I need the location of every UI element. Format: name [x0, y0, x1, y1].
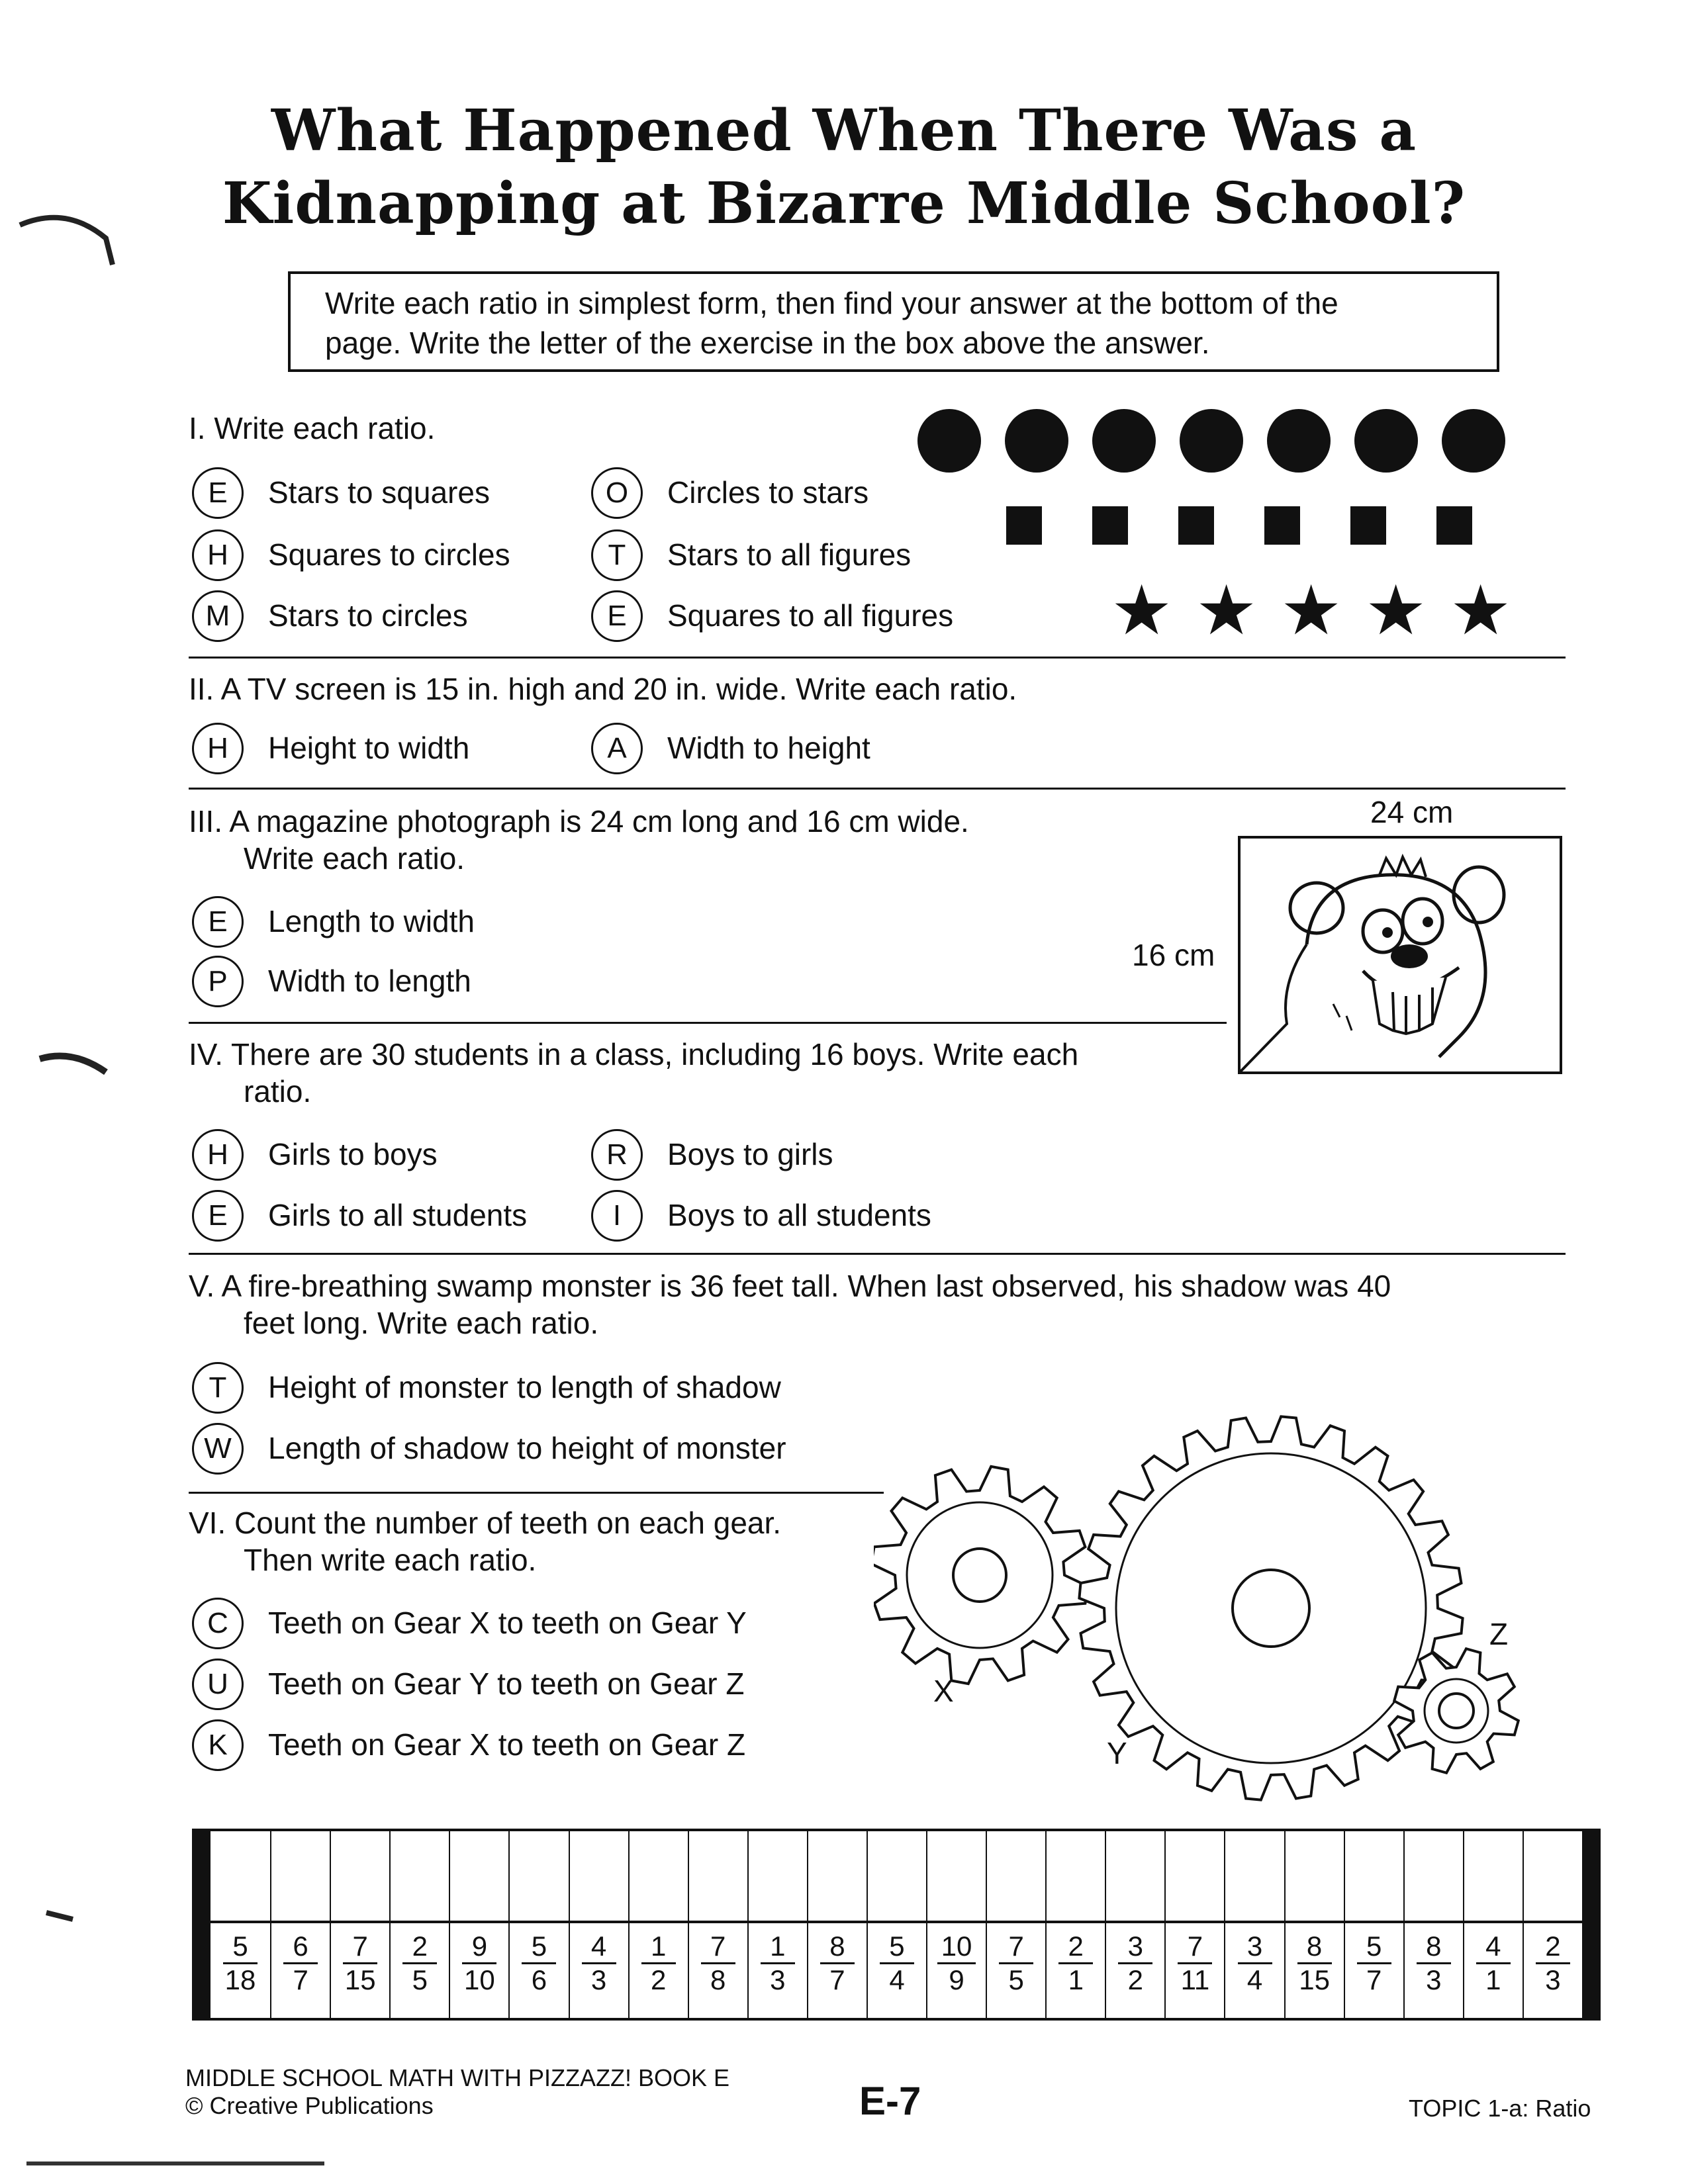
filled-circle-figure	[1442, 409, 1505, 473]
answer-fraction	[927, 1931, 986, 1996]
divider-5	[189, 1492, 884, 1494]
exercise-1O-text: Circles to stars	[667, 475, 869, 510]
fraction-numerator: 10	[937, 1931, 976, 1964]
answer-column	[270, 1831, 330, 2018]
answer-letter-box[interactable]	[630, 1831, 688, 1923]
fraction-denominator: 7	[1366, 1964, 1382, 1995]
answer-column	[211, 1831, 270, 2018]
filled-circle-figure	[1092, 409, 1156, 473]
gear-x-label: X	[933, 1674, 954, 1708]
answer-column	[1045, 1831, 1105, 2018]
answer-letter-box[interactable]	[868, 1831, 926, 1923]
section-4-heading-line-2: ratio.	[244, 1074, 312, 1109]
fraction-numerator: 5	[522, 1931, 556, 1964]
answer-fraction	[1106, 1931, 1164, 1996]
fraction-denominator: 7	[829, 1964, 845, 1995]
answer-fraction	[1345, 1931, 1403, 1996]
instructions-line-1: Write each ratio in simplest form, then find your answer at the bottom of the	[325, 286, 1338, 320]
answer-letter-box[interactable]	[1106, 1831, 1164, 1923]
answer-column	[747, 1831, 807, 2018]
answer-letter-box[interactable]	[1405, 1831, 1463, 1923]
filled-square-figure	[1264, 506, 1300, 545]
answer-column	[926, 1831, 986, 2018]
answer-column	[569, 1831, 628, 2018]
answer-fraction	[630, 1931, 688, 1996]
exercise-3E-text: Length to width	[268, 904, 475, 938]
letter-circle-1E2: E	[591, 590, 643, 642]
filled-circle-figure	[1180, 409, 1243, 473]
gear-x-hub	[953, 1549, 1006, 1602]
letter-circle-1O: O	[591, 467, 643, 519]
exercise-1E-text: Stars to squares	[268, 475, 490, 510]
section-6-heading-line-1: VI. Count the number of teeth on each gear.	[189, 1506, 782, 1540]
letter-circle-6K: K	[192, 1719, 244, 1771]
fraction-denominator: 4	[889, 1964, 905, 1995]
answer-letter-box[interactable]	[1524, 1831, 1582, 1923]
page-title-line-2: Kidnapping at Bizarre Middle School?	[222, 170, 1466, 237]
fraction-denominator: 6	[531, 1964, 547, 1995]
photo-width-label: 16 cm	[1132, 938, 1215, 972]
fraction-denominator: 15	[1299, 1964, 1330, 1995]
fraction-denominator: 5	[412, 1964, 428, 1995]
exercise-1T-text: Stars to all figures	[667, 537, 912, 572]
exercise-5W-text: Length of shadow to height of monster	[268, 1431, 786, 1465]
fraction-denominator: 7	[293, 1964, 308, 1995]
fraction-numerator: 5	[880, 1931, 914, 1964]
fraction-numerator: 7	[999, 1931, 1033, 1964]
answer-letter-box[interactable]	[1286, 1831, 1344, 1923]
fraction-denominator: 5	[1008, 1964, 1024, 1995]
fraction-denominator: 18	[224, 1964, 256, 1995]
fraction-denominator: 8	[710, 1964, 726, 1995]
photograph-frame	[1238, 836, 1562, 1074]
answer-column	[1344, 1831, 1403, 2018]
scan-mark-middle	[33, 1046, 113, 1085]
letter-circle-3E: E	[192, 896, 244, 948]
exercise-1M-text: Stars to circles	[268, 598, 468, 633]
letter-circle-5T: T	[192, 1362, 244, 1414]
filled-square-figure	[1092, 506, 1128, 545]
divider-1	[189, 657, 1566, 659]
exercise-6K-text: Teeth on Gear X to teeth on Gear Z	[268, 1727, 746, 1762]
page-title-line-1: What Happened When There Was a	[271, 97, 1417, 164]
exercise-1H-text: Squares to circles	[268, 537, 510, 572]
exercise-6U-text: Teeth on Gear Y to teeth on Gear Z	[268, 1666, 745, 1701]
exercise-2A-text: Width to height	[667, 731, 870, 765]
fraction-numerator: 7	[1178, 1931, 1212, 1964]
fraction-numerator: 5	[223, 1931, 258, 1964]
fraction-denominator: 4	[1246, 1964, 1263, 1995]
fraction-denominator: 1	[1485, 1964, 1501, 1995]
answer-fraction	[868, 1931, 926, 1996]
exercise-4H-text: Girls to boys	[268, 1137, 438, 1171]
filled-square-figure	[1436, 506, 1472, 545]
answer-letter-box[interactable]	[808, 1831, 867, 1923]
scan-edge-line	[26, 2161, 324, 2165]
divider-3	[189, 1022, 1227, 1024]
answer-column	[508, 1831, 568, 2018]
fraction-numerator: 4	[582, 1931, 616, 1964]
fraction-numerator: 1	[761, 1931, 795, 1964]
answer-fraction	[1225, 1931, 1284, 1996]
section-2-heading: II. A TV screen is 15 in. high and 20 in. wide. Write each ratio.	[189, 672, 1017, 706]
answer-fraction	[570, 1931, 628, 1996]
answer-fraction	[808, 1931, 867, 1996]
letter-circle-4R: R	[591, 1129, 643, 1181]
fraction-denominator: 11	[1180, 1964, 1210, 1995]
answer-column	[628, 1831, 688, 2018]
answer-column	[807, 1831, 867, 2018]
letter-circle-3P: P	[192, 956, 244, 1007]
star-figure: ★	[1365, 570, 1427, 651]
fraction-numerator: 1	[641, 1931, 676, 1964]
answer-letter-box[interactable]	[570, 1831, 628, 1923]
letter-circle-1T: T	[591, 529, 643, 581]
exercise-4R-text: Boys to girls	[667, 1137, 833, 1171]
footer-topic: TOPIC 1-a: Ratio	[1409, 2095, 1591, 2122]
fraction-numerator: 3	[1238, 1931, 1272, 1964]
fraction-numerator: 7	[701, 1931, 735, 1964]
fraction-numerator: 9	[462, 1931, 496, 1964]
answer-fraction	[749, 1931, 807, 1996]
divider-2	[189, 788, 1566, 790]
fraction-denominator: 3	[1545, 1964, 1561, 1995]
section-3-heading-line-1: III. A magazine photograph is 24 cm long and 16 cm wide.	[189, 804, 969, 839]
fraction-numerator: 8	[820, 1931, 855, 1964]
star-figure: ★	[1280, 570, 1342, 651]
fraction-numerator: 7	[343, 1931, 377, 1964]
exercise-6C-text: Teeth on Gear X to teeth on Gear Y	[268, 1606, 747, 1640]
answer-fraction	[987, 1931, 1045, 1996]
filled-circle-figure	[1005, 409, 1068, 473]
exercise-4E-text: Girls to all students	[268, 1198, 528, 1232]
answer-letter-box[interactable]	[1464, 1831, 1523, 1923]
cartoon-face-illustration	[1241, 839, 1560, 1071]
answer-letter-box[interactable]	[1166, 1831, 1224, 1923]
answer-fraction	[1166, 1931, 1224, 1996]
letter-circle-1H: H	[192, 529, 244, 581]
fraction-numerator: 5	[1357, 1931, 1391, 1964]
answer-column	[986, 1831, 1045, 2018]
answer-column	[389, 1831, 449, 2018]
filled-circle-figure	[1354, 409, 1418, 473]
footer-copyright: © Creative Publications	[185, 2092, 434, 2119]
letter-circle-2H: H	[192, 723, 244, 774]
filled-circle-figure	[917, 409, 981, 473]
answer-column	[1463, 1831, 1523, 2018]
answer-fraction	[331, 1931, 389, 1996]
filled-square-figure	[1178, 506, 1214, 545]
fraction-denominator: 1	[1068, 1964, 1084, 1995]
fraction-denominator: 15	[344, 1964, 376, 1995]
answer-letter-box[interactable]	[749, 1831, 807, 1923]
fraction-denominator: 10	[464, 1964, 495, 1995]
section-5-heading-line-1: V. A fire-breathing swamp monster is 36 feet tall. When last observed, his shadow was 40	[189, 1269, 1391, 1303]
fraction-denominator: 2	[650, 1964, 667, 1995]
gear-z-hub	[1439, 1694, 1474, 1728]
answer-fraction	[1286, 1931, 1344, 1996]
fraction-numerator: 2	[402, 1931, 437, 1964]
letter-circle-1E: E	[192, 467, 244, 519]
answer-fraction	[450, 1931, 508, 1996]
photo-length-label: 24 cm	[1370, 795, 1454, 829]
answer-letter-box[interactable]	[450, 1831, 508, 1923]
answer-fraction	[211, 1931, 270, 1996]
answer-column	[1105, 1831, 1164, 2018]
footer-page-number: E-7	[859, 2079, 921, 2123]
section-6-heading-line-2: Then write each ratio.	[244, 1543, 537, 1577]
answer-letter-box[interactable]	[211, 1831, 270, 1923]
answer-letter-box[interactable]	[689, 1831, 747, 1923]
section-4-heading-line-1: IV. There are 30 students in a class, including 16 boys. Write each	[189, 1037, 1079, 1071]
letter-circle-5W: W	[192, 1423, 244, 1475]
answer-fraction	[271, 1931, 330, 1996]
answer-fraction	[1405, 1931, 1463, 1996]
exercise-3P-text: Width to length	[268, 964, 471, 998]
answer-letter-box[interactable]	[1225, 1831, 1284, 1923]
answer-column	[867, 1831, 926, 2018]
star-figure: ★	[1111, 570, 1173, 651]
answer-fraction	[689, 1931, 747, 1996]
answer-column	[688, 1831, 747, 2018]
fraction-numerator: 8	[1417, 1931, 1451, 1964]
answer-fraction	[510, 1931, 568, 1996]
answer-column	[1284, 1831, 1344, 2018]
answer-letter-box[interactable]	[331, 1831, 389, 1923]
answer-letter-box[interactable]	[1345, 1831, 1403, 1923]
answer-fraction	[1047, 1931, 1105, 1996]
scan-mark-low	[40, 1899, 79, 1939]
instructions-box	[288, 271, 1499, 372]
section-5-heading-line-2: feet long. Write each ratio.	[244, 1306, 599, 1340]
answer-letter-box[interactable]	[927, 1831, 986, 1923]
gear-y-hub	[1233, 1570, 1309, 1647]
answer-column	[1164, 1831, 1224, 2018]
gear-z-label: Z	[1489, 1617, 1509, 1651]
gear-y-label: Y	[1107, 1736, 1127, 1770]
fraction-denominator: 3	[770, 1964, 786, 1995]
section-1-heading: I. Write each ratio.	[189, 411, 436, 445]
answer-letter-box[interactable]	[271, 1831, 330, 1923]
star-figure: ★	[1196, 570, 1258, 651]
letter-circle-6U: U	[192, 1659, 244, 1710]
fraction-numerator: 2	[1058, 1931, 1093, 1964]
fraction-numerator: 3	[1118, 1931, 1152, 1964]
letter-circle-4E: E	[192, 1190, 244, 1242]
fraction-denominator: 3	[590, 1964, 607, 1995]
fraction-denominator: 2	[1127, 1964, 1144, 1995]
answer-fraction	[391, 1931, 449, 1996]
fraction-numerator: 2	[1536, 1931, 1570, 1964]
answer-column	[1224, 1831, 1284, 2018]
star-figure: ★	[1450, 570, 1512, 651]
answer-fraction	[1464, 1931, 1523, 1996]
filled-square-figure	[1006, 506, 1042, 545]
answer-letter-box[interactable]	[391, 1831, 449, 1923]
exercise-5T-text: Height of monster to length of shadow	[268, 1370, 781, 1404]
gears-illustration	[874, 1410, 1562, 1807]
answer-column	[1403, 1831, 1463, 2018]
letter-circle-1M: M	[192, 590, 244, 642]
fraction-numerator: 8	[1297, 1931, 1332, 1964]
section-3-heading-line-2: Write each ratio.	[244, 841, 465, 876]
letter-circle-4H: H	[192, 1129, 244, 1181]
letter-circle-4I: I	[591, 1190, 643, 1242]
answer-column	[449, 1831, 508, 2018]
answer-letter-box[interactable]	[987, 1831, 1045, 1923]
answer-letter-box[interactable]	[510, 1831, 568, 1923]
fraction-numerator: 6	[283, 1931, 318, 1964]
answer-grid	[192, 1829, 1601, 2021]
instructions-line-2: page. Write the letter of the exercise in the box above the answer.	[325, 326, 1210, 360]
filled-square-figure	[1350, 506, 1386, 545]
answer-letter-box[interactable]	[1047, 1831, 1105, 1923]
fraction-denominator: 9	[949, 1964, 964, 1995]
answer-column	[330, 1831, 389, 2018]
fraction-denominator: 3	[1426, 1964, 1442, 1995]
letter-circle-2A: A	[591, 723, 643, 774]
answer-fraction	[1524, 1931, 1582, 1996]
exercise-1E2-text: Squares to all figures	[667, 598, 954, 633]
divider-4	[189, 1253, 1566, 1255]
letter-circle-6C: C	[192, 1598, 244, 1649]
fraction-numerator: 4	[1476, 1931, 1511, 1964]
answer-column	[1523, 1831, 1582, 2018]
footer-book-title: MIDDLE SCHOOL MATH WITH PIZZAZZ! BOOK E	[185, 2064, 730, 2091]
exercise-2H-text: Height to width	[268, 731, 470, 765]
exercise-4I-text: Boys to all students	[667, 1198, 931, 1232]
filled-circle-figure	[1267, 409, 1331, 473]
